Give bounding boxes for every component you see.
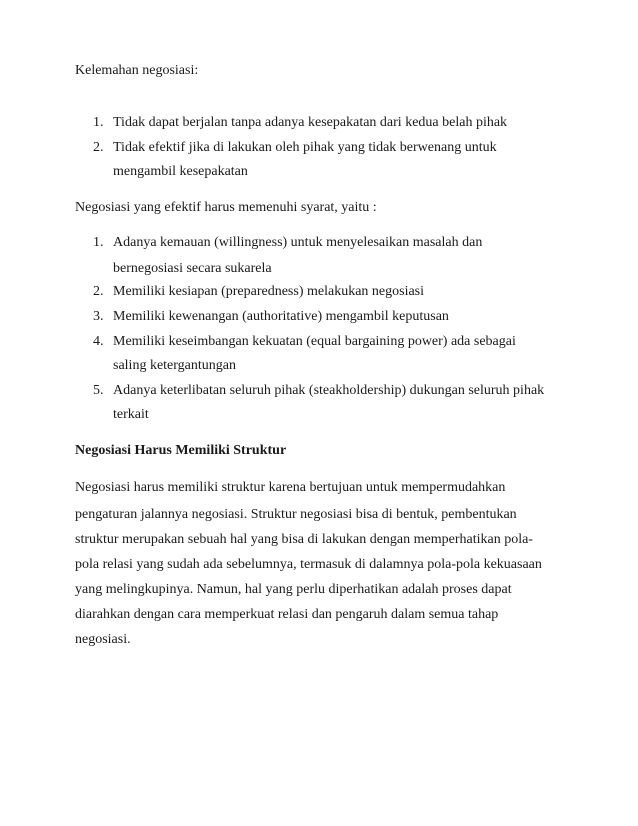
list-item-text: Adanya kemauan (willingness) untuk menyelesaikan masalah dan: [113, 235, 483, 250]
section-title: Negosiasi Harus Memiliki Struktur: [75, 443, 287, 458]
list-number: 2.: [93, 284, 104, 299]
list-number: 2.: [93, 140, 104, 155]
paragraph-line: pola relasi yang sudah ada sebelumnya, termasuk di dalamnya pola-pola kekuasaan: [75, 557, 542, 572]
paragraph-line: struktur merupakan sebuah hal yang bisa di lakukan dengan memperhatikan pola-: [75, 532, 533, 547]
list-number: 1.: [93, 235, 104, 250]
paragraph-line: yang melingkupinya. Namun, hal yang perlu diperhatikan adalah proses dapat: [75, 582, 512, 597]
section-weaknesses-heading: Kelemahan negosiasi:: [75, 63, 199, 78]
list-number: 3.: [93, 309, 104, 324]
list-item-text: Tidak dapat berjalan tanpa adanya kesepakatan dari kedua belah pihak: [113, 115, 508, 130]
list-item-text: Memiliki kesiapan (preparedness) melakukan negosiasi: [113, 284, 425, 299]
list-number: 5.: [93, 383, 104, 398]
list-item-text: Adanya keterlibatan seluruh pihak (steakholdership) dukungan seluruh pihak: [113, 383, 545, 398]
list-number: 4.: [93, 334, 104, 349]
section-requirements-heading: Negosiasi yang efektif harus memenuhi syarat, yaitu :: [75, 200, 377, 215]
paragraph-line: Negosiasi harus memiliki struktur karena bertujuan untuk mempermudahkan: [75, 480, 506, 495]
paragraph-line: diarahkan dengan cara memperkuat relasi dan pengaruh dalam semua tahap: [75, 607, 499, 622]
list-item-text: Tidak efektif jika di lakukan oleh pihak yang tidak berwenang untuk: [113, 140, 497, 155]
paragraph-line: negosiasi.: [75, 632, 131, 647]
list-item-text: bernegosiasi secara sukarela: [113, 261, 272, 276]
list-item-text: Memiliki keseimbangan kekuatan (equal bargaining power) ada sebagai: [113, 334, 516, 349]
list-item-text: saling ketergantungan: [113, 358, 236, 373]
list-item-text: terkait: [113, 407, 149, 422]
paragraph-line: pengaturan jalannya negosiasi. Struktur negosiasi bisa di bentuk, pembentukan: [75, 507, 517, 522]
list-item-text: mengambil kesepakatan: [113, 164, 248, 179]
list-number: 1.: [93, 115, 104, 130]
list-item-text: Memiliki kewenangan (authoritative) mengambil keputusan: [113, 309, 449, 324]
